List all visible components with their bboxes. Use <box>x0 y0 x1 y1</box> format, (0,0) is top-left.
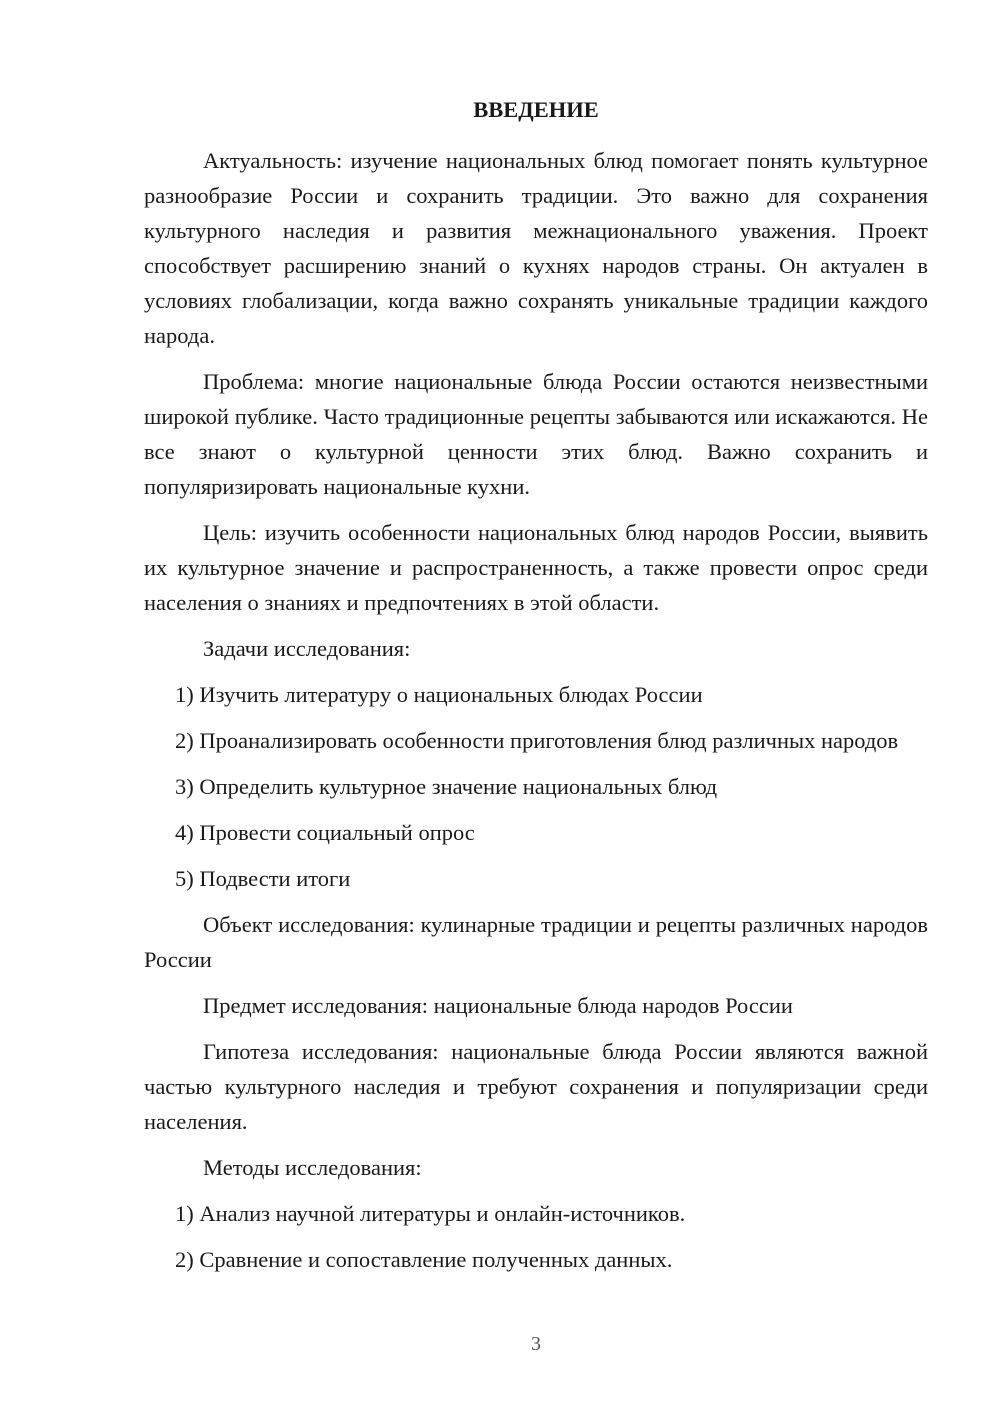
paragraph-subject: Предмет исследования: национальные блюда народов России <box>203 993 793 1018</box>
paragraph-problem: Проблема: многие национальные блюда России остаются неизвестными широкой публике. Часто традиционные рецепты забываются или искажаются. Не все знают о культурной ценности этих блюд. Важно сохранить и популяризировать национальные кухни. <box>144 369 928 499</box>
method-item-1: 1) Анализ научной литературы и онлайн-источников. <box>175 1201 686 1226</box>
paragraph-relevance: Актуальность: изучение национальных блюд помогает понять культурное разнообразие России и сохранить традиции. Это важно для сохранения культурного наследия и развития межнационального уважения. Проект способствует расширению знаний о кухнях народов страны. Он актуален в условиях глобализации, когда важно сохранять уникальные традиции каждого народа. <box>144 148 928 348</box>
page-number: 3 <box>531 1333 541 1355</box>
task-item-5: 5) Подвести итоги <box>175 866 351 891</box>
method-item-2: 2) Сравнение и сопоставление полученных данных. <box>175 1247 673 1272</box>
task-item-3: 3) Определить культурное значение национальных блюд <box>175 774 718 799</box>
paragraph-tasks-heading: Задачи исследования: <box>203 636 411 661</box>
section-title: ВВЕДЕНИЕ <box>473 97 599 122</box>
paragraph-hypothesis: Гипотеза исследования: национальные блюда России являются важной частью культурного наследия и требуют сохранения и популяризации среди населения. <box>144 1039 928 1134</box>
task-item-4: 4) Провести социальный опрос <box>175 820 475 845</box>
paragraph-object: Объект исследования: кулинарные традиции и рецепты различных народов России <box>144 912 928 972</box>
paragraph-methods-heading: Методы исследования: <box>203 1155 422 1180</box>
paragraph-goal: Цель: изучить особенности национальных блюд народов России, выявить их культурное значение и распространенность, а также провести опрос среди населения о знаниях и предпочтениях в этой области. <box>144 520 928 615</box>
document-page <box>144 92 928 1277</box>
task-item-2: 2) Проанализировать особенности приготовления блюд различных народов <box>175 728 899 753</box>
task-item-1: 1) Изучить литературу о национальных блюдах России <box>175 682 703 707</box>
